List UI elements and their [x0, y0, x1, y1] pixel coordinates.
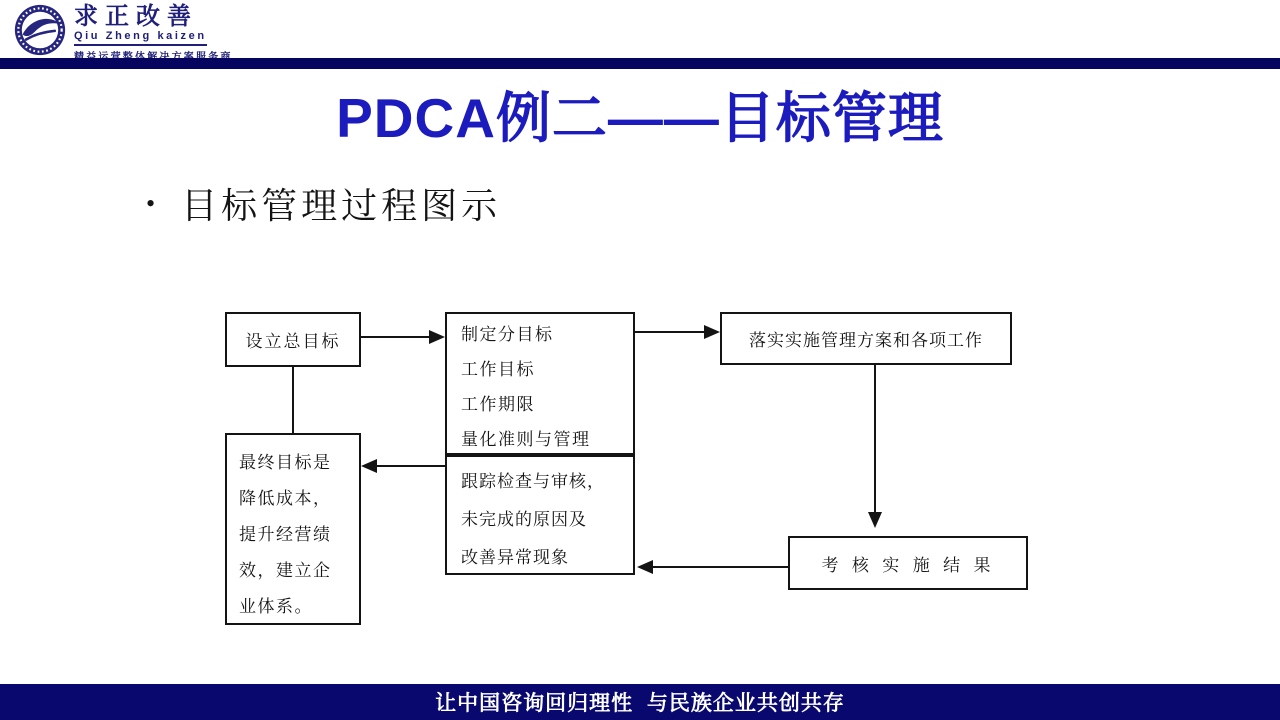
header-divider-bar [0, 58, 1280, 69]
flow-box-final-goal [225, 433, 361, 625]
company-logo [14, 4, 233, 63]
arrow-set-to-sub-head-icon [429, 330, 445, 344]
page-title: PDCA例二——目标管理 [336, 87, 944, 149]
arrow-set-to-sub-line [361, 336, 429, 338]
arrow-sub-to-implement-head-icon [704, 325, 720, 339]
flow-box-final-goal-line: 效，建立企 [239, 561, 332, 581]
arrow-implement-to-assess-line [874, 365, 876, 512]
arrow-sub-to-implement-line [635, 331, 704, 333]
brand-name-en: Qiu Zheng kaizen [74, 30, 207, 46]
arrow-assess-to-tracking-line [653, 566, 788, 568]
arrow-tracking-to-final-line [377, 465, 445, 467]
flow-box-final-goal-line: 最终目标是 [239, 453, 332, 473]
brand-name-cn: 求正改善 [74, 3, 198, 30]
footer-slogan: 让中国咨询回归理性 与民族企业共创共存 [435, 692, 845, 715]
logo-emblem-icon [14, 4, 66, 56]
arrow-assess-to-tracking-head-icon [637, 560, 653, 574]
flow-box-set-goal-label: 设立总目标 [245, 332, 341, 352]
bullet-text: 目标管理过程图示 [181, 186, 502, 226]
flow-box-assess [788, 536, 1028, 590]
flow-box-sub-goals-line: 工作期限 [461, 395, 535, 415]
flow-box-implement [720, 312, 1012, 365]
flow-box-set-goal [225, 312, 361, 367]
arrow-implement-to-assess-head-icon [868, 512, 882, 528]
line-set-to-final [292, 367, 294, 433]
flow-box-assess-label: 考 核 实 施 结 果 [821, 555, 995, 576]
flow-box-tracking-line: 跟踪检查与审核， [461, 472, 605, 492]
flow-box-final-goal-line: 业体系。 [239, 597, 313, 617]
flow-box-tracking [445, 455, 635, 575]
flow-box-tracking-line: 未完成的原因及 [461, 510, 587, 530]
flow-box-sub-goals-line: 工作目标 [461, 360, 535, 380]
footer-bar [0, 684, 1280, 720]
flow-box-sub-goals-line: 量化准则与管理 [461, 430, 591, 450]
arrow-tracking-to-final-head-icon [361, 459, 377, 473]
bullet-item [146, 178, 501, 229]
flow-box-implement-label: 落实实施管理方案和各项工作 [749, 331, 983, 351]
flow-box-tracking-line: 改善异常现象 [461, 548, 569, 568]
flow-box-final-goal-line: 提升经营绩 [239, 525, 332, 545]
flow-box-sub-goals [445, 312, 635, 455]
flow-box-sub-goals-line: 制定分目标 [461, 325, 554, 345]
bullet-marker: • [146, 188, 156, 218]
logo-text-block [74, 4, 233, 63]
flow-box-final-goal-line: 降低成本， [239, 489, 332, 509]
